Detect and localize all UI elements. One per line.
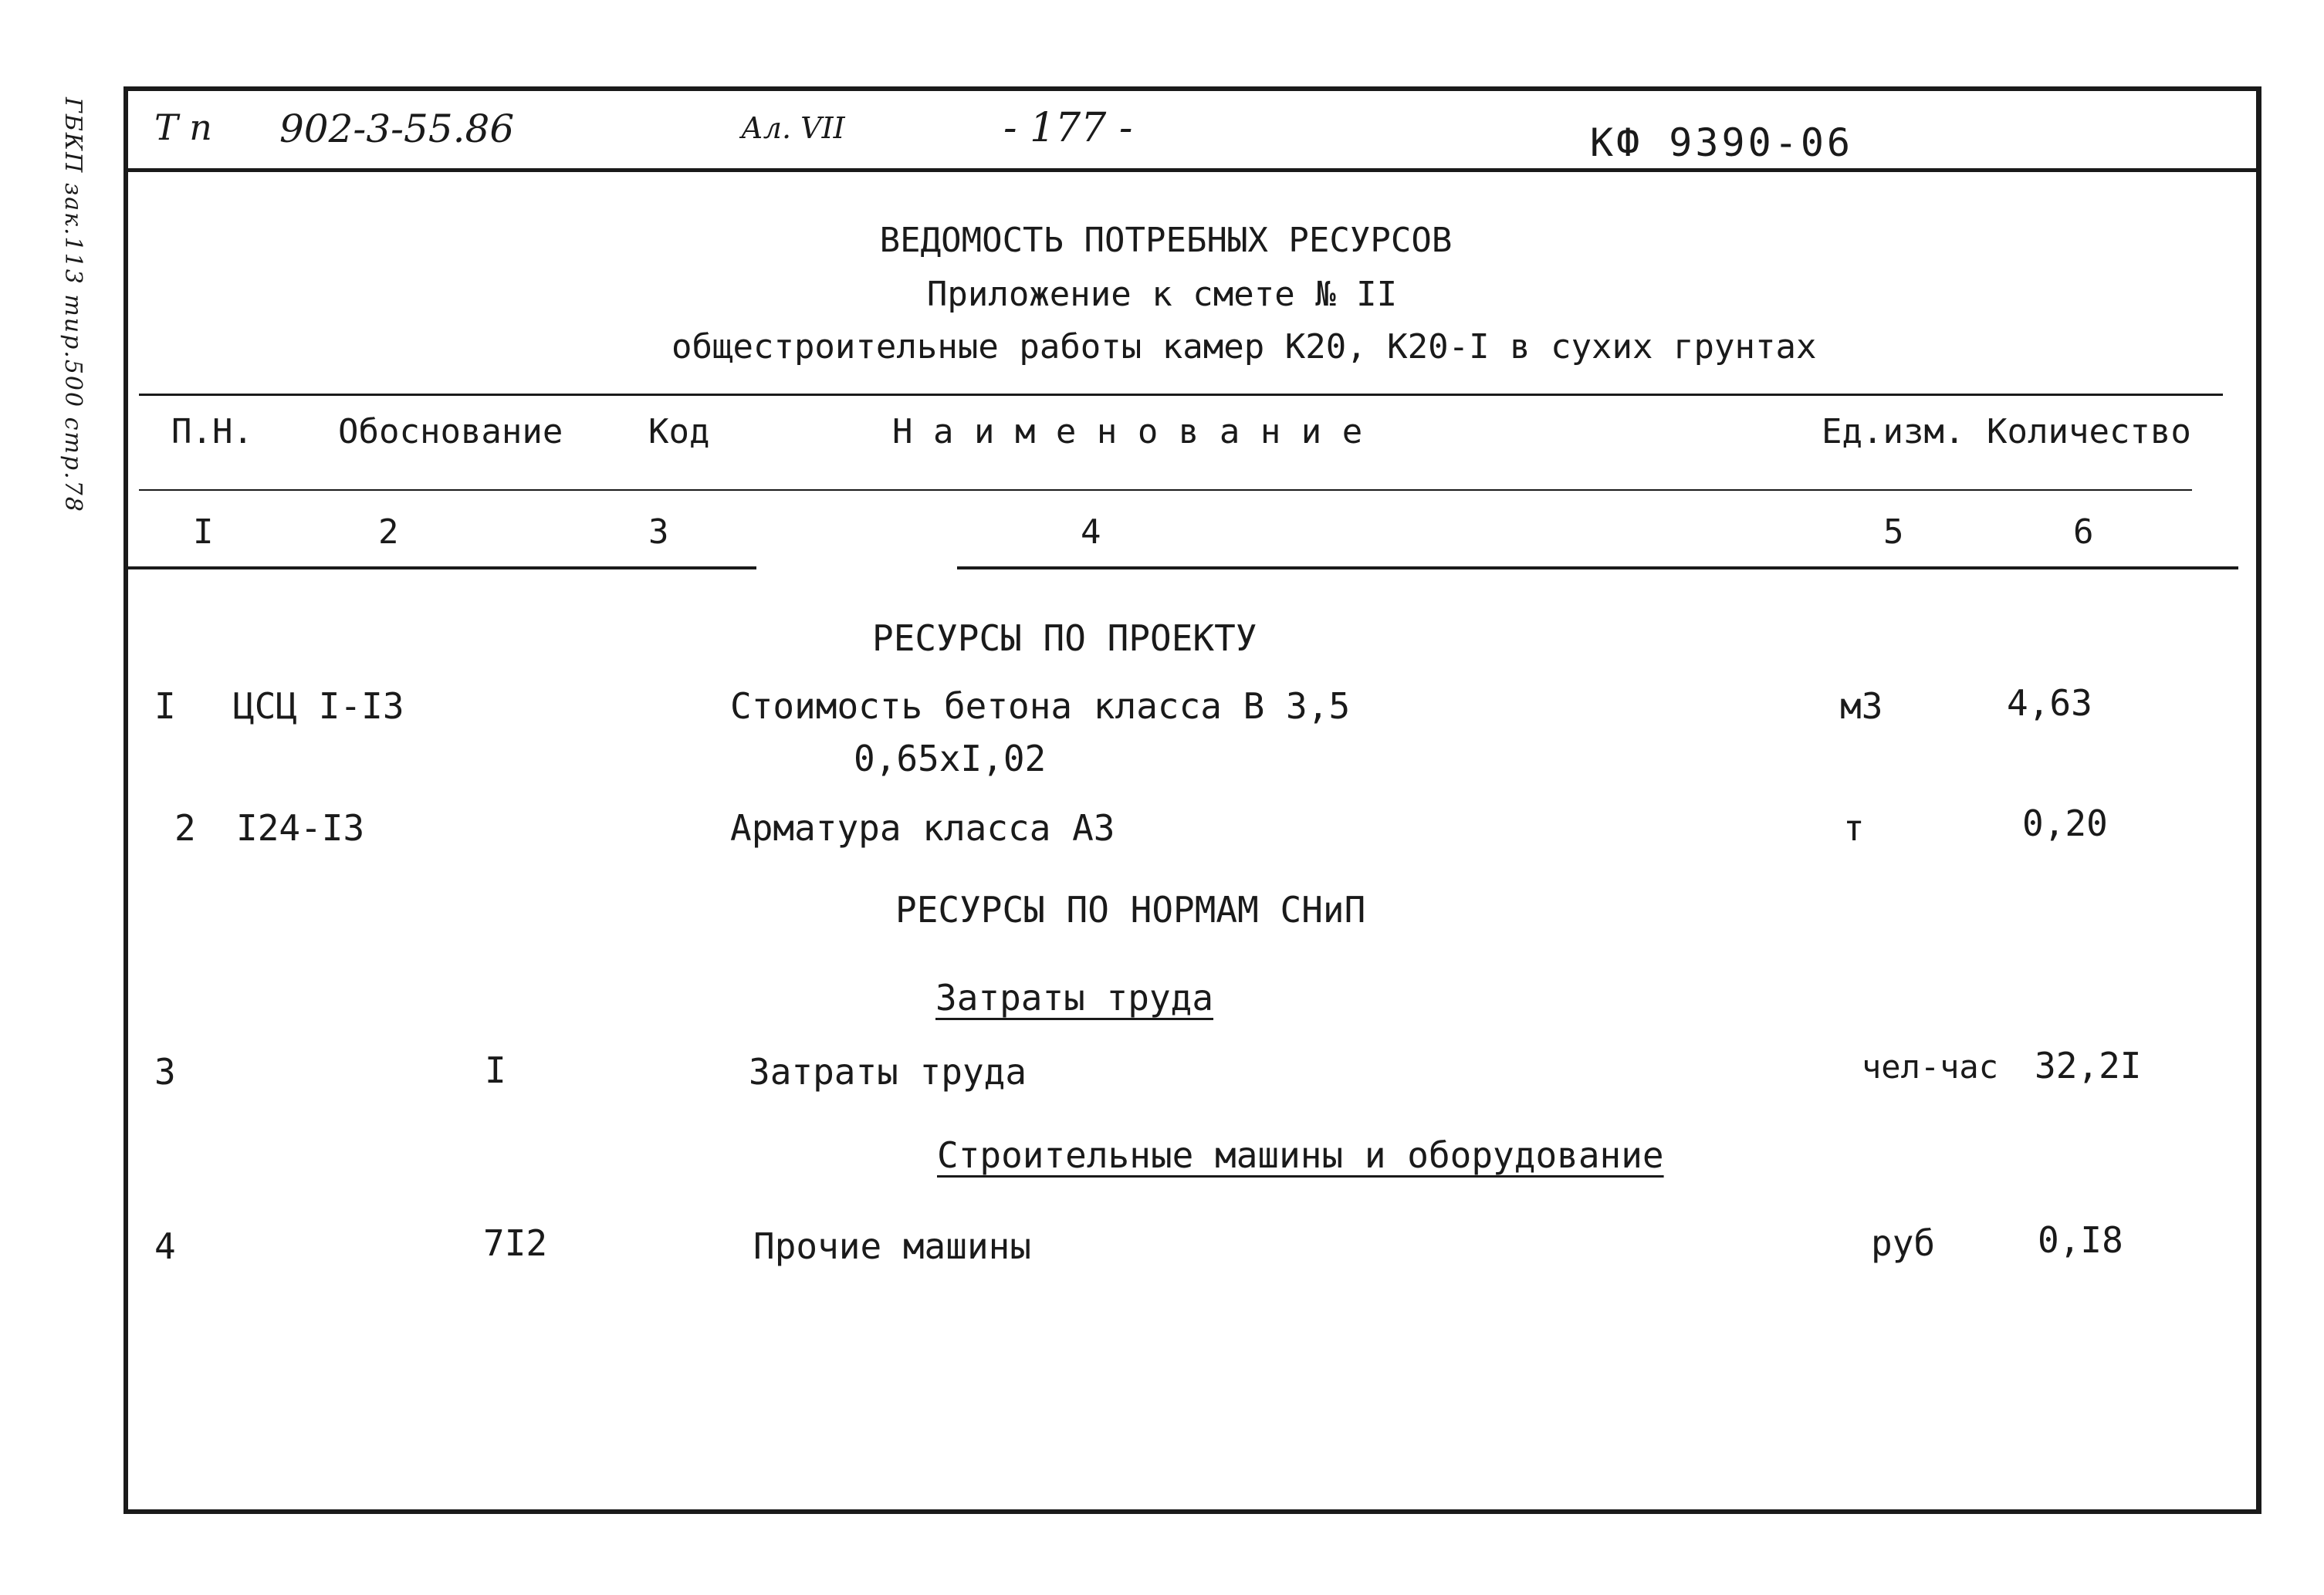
- row-unit: руб: [1871, 1222, 1936, 1264]
- col-number-6: 6: [2073, 512, 2094, 552]
- row-name: Прочие машины: [753, 1225, 1032, 1267]
- row-pn: I: [154, 685, 176, 727]
- row-name: Стоимость бетона класса В 3,5: [730, 685, 1351, 727]
- row-basis: I24-I3: [236, 807, 365, 849]
- header-top-rule: [139, 394, 2223, 396]
- row-pn: 3: [154, 1051, 176, 1093]
- row-qty: 0,I8: [2038, 1219, 2123, 1261]
- col-header-qty: Количество: [1987, 412, 2191, 451]
- subsection-machines: Строительные машины и оборудование: [937, 1134, 1664, 1176]
- row-name: Затраты труда: [749, 1051, 1027, 1093]
- title-line-1: ВЕДОМОСТЬ ПОТРЕБНЫХ РЕСУРСОВ: [879, 221, 1453, 260]
- row-code: I: [485, 1049, 506, 1091]
- stamp-doc-code: КФ 9390-06: [1590, 120, 1854, 165]
- row-name-note: 0,65хI,02: [854, 738, 1047, 779]
- col-number-2: 2: [378, 512, 399, 552]
- col-header-name: Н а и м е н о в а н и е: [892, 412, 1363, 451]
- col-header-code: Код: [648, 412, 710, 451]
- row-unit: т: [1843, 807, 1865, 849]
- row-unit: чел-час: [1862, 1048, 1999, 1086]
- col-number-4: 4: [1081, 512, 1101, 552]
- title-line-3: общестроительные работы камер К20, К20-I в сухих грунтах: [671, 327, 1817, 367]
- row-pn: 2: [174, 807, 196, 849]
- row-qty: 4,63: [2007, 682, 2092, 724]
- col-header-unit: Ед.изм.: [1822, 412, 1965, 451]
- stamp-divider: [123, 168, 2261, 172]
- row-qty: 0,20: [2022, 803, 2108, 844]
- header-mid-rule: [139, 489, 2192, 491]
- stamp-page-number: - 177 -: [1003, 105, 1133, 151]
- row-basis: ЦСЦ I-I3: [233, 685, 404, 727]
- row-code: 7I2: [483, 1222, 548, 1264]
- subsection-labor: Затраты труда: [935, 977, 1214, 1019]
- stamp-album: Ал. VII: [741, 111, 845, 145]
- col-header-pn: П.Н.: [171, 412, 253, 451]
- margin-note: ГБКП зак.113 тир.500 стр.78: [59, 97, 86, 513]
- row-unit: м3: [1840, 685, 1883, 727]
- section-project-resources: РЕСУРСЫ ПО ПРОЕКТУ: [872, 617, 1257, 659]
- header-bottom-rule-right: [957, 566, 2238, 569]
- title-line-2: Приложение к смете № II: [926, 275, 1398, 314]
- col-number-3: 3: [648, 512, 669, 552]
- col-number-5: 5: [1883, 512, 1904, 552]
- stamp-series-number: 902-3-55.86: [279, 106, 515, 151]
- header-bottom-rule-left: [123, 566, 756, 569]
- stamp-series-label: Т п: [154, 106, 212, 148]
- row-name: Арматура класса А3: [730, 807, 1115, 849]
- row-pn: 4: [154, 1225, 176, 1267]
- col-header-basis: Обоснование: [338, 412, 563, 451]
- row-qty: 32,2I: [2035, 1045, 2142, 1086]
- col-number-1: I: [193, 512, 214, 552]
- section-norm-resources: РЕСУРСЫ ПО НОРМАМ СНиП: [895, 889, 1366, 931]
